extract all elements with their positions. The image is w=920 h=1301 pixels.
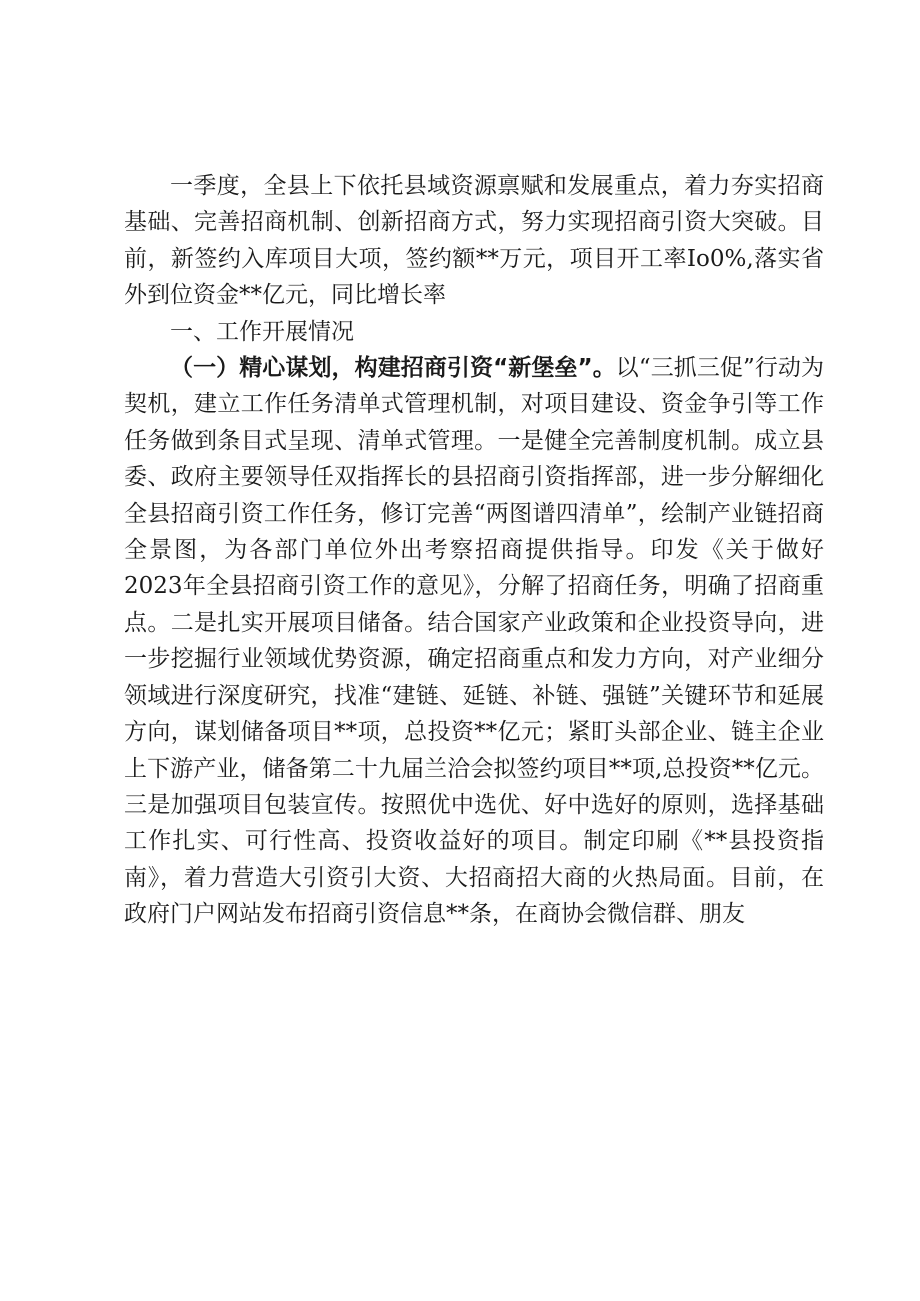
subsection-body: 以“三抓三促”行动为契机，建立工作任务清单式管理机制，对项目建设、资金争引等工作任务做到条目式呈现、清单式管理。一是健全完善制度机制。成立县委、政府主要领导任双指挥长的县招商引资指挥部，进一步分解细化全县招商引资工作任务，修订完善“两图谱四清单”，绘制产业链招商全景图，为各部门单位外出考察招商提供指导。印发《关于做好2023年全县招商引资工作的意见》，分解了招商任务，明确了招商重点。二是扎实开展项目储备。结合国家产业政策和企业投资导向，进一步挖掘行业领域优势资源，确定招商重点和发力方向，对产业细分领域进行深度研究，找准“建链、延链、补链、强链”关键环节和延展方向，谋划储备项目**项，总投资**亿元；紧盯头部企业、链主企业上下游产业，储备第二十九届兰洽会拟签约项目**项,总投资**亿元。三是加强项目包装宣传。按照优中选优、好中选好的原则，选择基础工作扎实、可行性高、投资收益好的项目。制定印刷《**县投资指南》，着力营造大引资引大资、大招商招大商的火热局面。目前，在政府门户网站发布招商引资信息**条，在商协会微信群、朋友 — [124, 355, 824, 928]
subsection-paragraph — [124, 350, 824, 933]
subsection-title: （一）精心谋划，构建招商引资“新堡垒”。 — [170, 355, 616, 382]
section-heading: 一、工作开展情况 — [170, 318, 354, 345]
document-body — [124, 168, 824, 933]
intro-paragraph: 一季度，全县上下依托县域资源禀赋和发展重点，着力夯实招商基础、完善招商机制、创新招商方式，努力实现招商引资大突破。目前，新签约入库项目大项，签约额**万元，项目开工率Io0%,落实省外到位资金**亿元，同比增长率 — [124, 173, 824, 309]
